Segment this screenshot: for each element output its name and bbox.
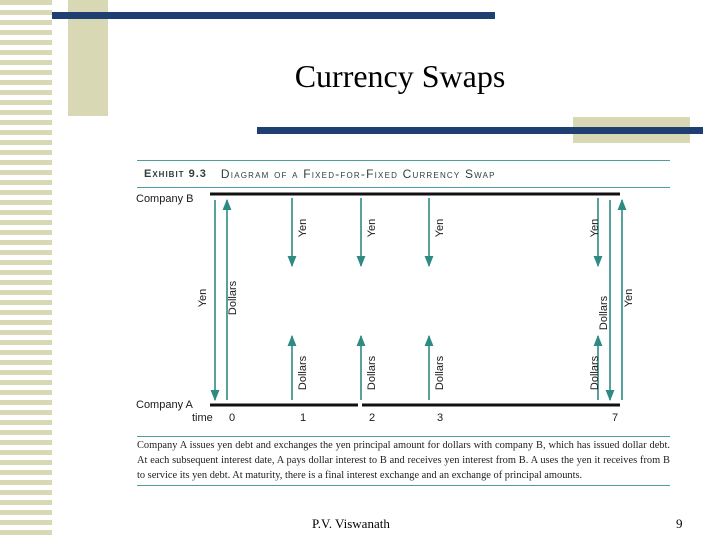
decorative-stripes <box>0 0 52 540</box>
footer-author: P.V. Viswanath <box>312 516 390 531</box>
yen-interest-label-t2: Yen <box>366 218 378 238</box>
dollar-interest-label-t3: Dollars <box>434 355 446 391</box>
time-tick-2: 2 <box>368 412 376 424</box>
page-number: 9 <box>676 516 683 531</box>
exhibit-caption: Company A issues yen debt and exchanges the yen principal amount for dollars with company B, which has issued dollar debt. At each subsequent interest date, A pays dollar interest to B and receives yen interest from B. A uses the yen it receives from B to service its yen debt. At maturity, there is a final interest exchange and an exchange of principal amounts. <box>137 436 670 486</box>
time-tick-0: 0 <box>228 412 236 424</box>
principal-dollars-label: Dollars <box>227 280 239 316</box>
maturity-dollars-label: Dollars <box>598 295 610 331</box>
exhibit-title: Diagram of a Fixed-for-Fixed Currency Swap <box>220 167 496 181</box>
decorative-bar-right <box>257 127 703 134</box>
time-tick-1: 1 <box>299 412 307 424</box>
dollar-interest-label-t7: Dollars <box>589 355 601 391</box>
principal-yen-label: Yen <box>197 288 209 308</box>
time-tick-3: 3 <box>436 412 444 424</box>
swap-diagram <box>130 188 675 436</box>
company-a-label: Company A <box>136 399 193 411</box>
dollar-interest-label-t2: Dollars <box>366 355 378 391</box>
decorative-bar-top <box>52 12 495 19</box>
time-tick-7: 7 <box>611 412 619 424</box>
yen-interest-label-t1: Yen <box>297 218 309 238</box>
company-b-label: Company B <box>136 193 194 205</box>
exhibit-number: Exhibit 9.3 <box>144 168 207 180</box>
dollar-interest-label-t1: Dollars <box>297 355 309 391</box>
time-label: time <box>192 412 213 424</box>
slide-title: Currency Swaps <box>294 58 506 94</box>
yen-interest-label-t7: Yen <box>589 218 601 238</box>
yen-interest-label-t3: Yen <box>434 218 446 238</box>
exhibit-header <box>137 160 670 188</box>
maturity-yen-label: Yen <box>623 288 635 308</box>
